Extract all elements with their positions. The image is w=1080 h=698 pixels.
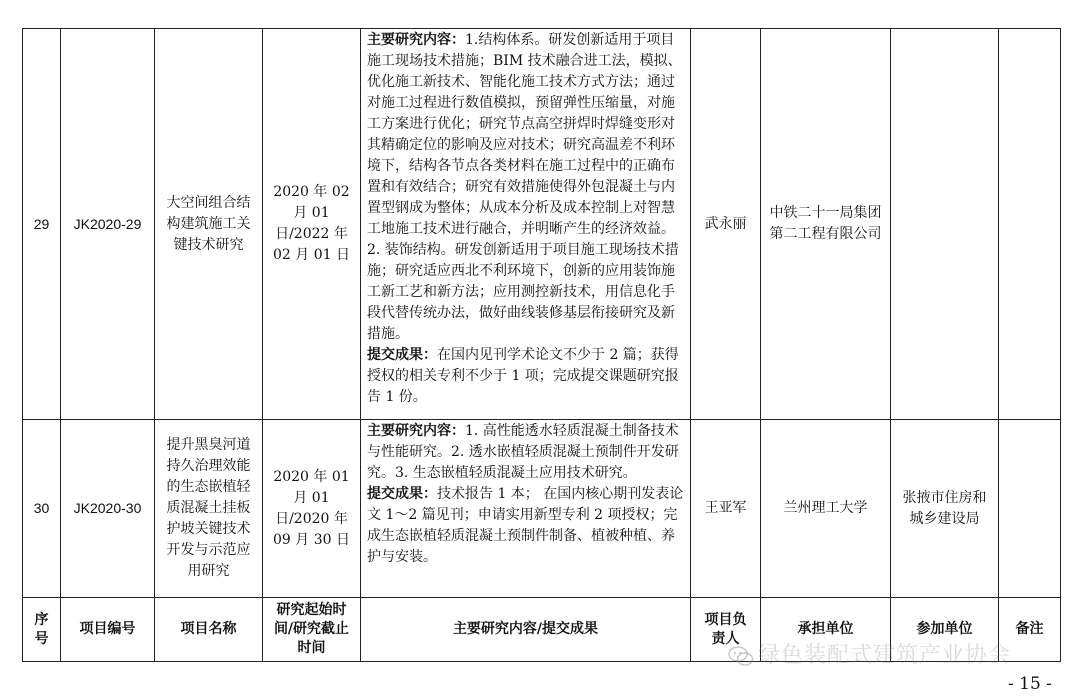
content-label: 主要研究内容：: [367, 32, 465, 48]
watermark: [728, 638, 1011, 669]
row-seq: 30: [23, 420, 61, 598]
header-content: 主要研究内容/提交成果: [361, 598, 691, 662]
content-text: 1.结构体系。研发创新适用于项目施工现场技术措施；BIM 技术融合进工法，模拟、优化施工新技术、智能化施工技术方式方法；通过对施工过程进行数值模拟，预留弹性压缩量，对施工方案进行优化；研究节点高空拼焊时焊缝变形对其精确定位的影响及应对技术；研究高温差不利环境下，结构各节点各类材料在施工过程中的正确布置和有效结合；研究有效措施使得外包混凝土与内置型钢成为整体；从成本分析及成本控制上对智慧工地施工技术进行融合，并明晰产生的经济效益。2. 装饰结构。研发创新适用于项目施工现场技术措施；研究适应西北不利环境下，创新的应用装饰施工新工艺和新方法；应用测控新技术，用信息化手段代替传统办法，做好曲线装修基层衔接研究及新措施。: [367, 32, 682, 342]
row-project-name: 提升黑臭河道持久治理效能的生态嵌植轻质混凝土挂板护坡关键技术开发与示范应用研究: [155, 420, 263, 598]
table-row: [23, 29, 1061, 420]
row-note: [999, 29, 1061, 420]
watermark-text: 绿色装配式建筑产业协会: [758, 643, 1012, 668]
row-content: [361, 29, 691, 420]
row-content: [361, 420, 691, 598]
row-period: 2020 年 02 月 01 日/2022 年 02 月 01 日: [263, 29, 361, 420]
header-leader: 项目负责人: [691, 598, 761, 662]
result-label: 提交成果：: [367, 347, 437, 363]
header-period: 研究起始时间/研究截止时间: [263, 598, 361, 662]
row-note: [999, 420, 1061, 598]
header-note: 备注: [999, 598, 1061, 662]
row-seq: 29: [23, 29, 61, 420]
page-number: - 15 -: [1008, 674, 1052, 694]
content-text: 1. 高性能透水轻质混凝土制备技术与性能研究。2. 透水嵌植轻质混凝土预制件开发研究。3. 生态嵌植轻质混凝土应用技术研究。: [367, 423, 679, 481]
table-row: [23, 420, 1061, 598]
row-unit: 兰州理工大学: [761, 420, 891, 598]
row-project-name: 大空间组合结构建筑施工关键技术研究: [155, 29, 263, 420]
row-leader: 武永丽: [691, 29, 761, 420]
content-label: 主要研究内容：: [367, 423, 465, 439]
header-seq: 序号: [23, 598, 61, 662]
result-label: 提交成果：: [367, 486, 437, 502]
header-partner: 参加单位: [891, 598, 999, 662]
wechat-logo-icon: [728, 645, 754, 667]
row-period: 2020 年 01 月 01 日/2020 年 09 月 30 日: [263, 420, 361, 598]
row-code: JK2020-30: [61, 420, 155, 598]
result-text: 技术报告 1 本； 在国内核心期刊发表论文 1～2 篇见刊；申请实用新型专利 2 项授权；完成生态嵌植轻质混凝土预制件制备、植被种植、养护与安装。: [367, 486, 684, 565]
header-name: 项目名称: [155, 598, 263, 662]
row-code: JK2020-29: [61, 29, 155, 420]
row-leader: 王亚军: [691, 420, 761, 598]
result-text: 在国内见刊学术论文不少于 2 篇；获得授权的相关专利不少于 1 项；完成提交课题研究报告 1 份。: [367, 347, 679, 405]
row-unit: 中铁二十一局集团第二工程有限公司: [761, 29, 891, 420]
row-partner: [891, 29, 999, 420]
header-code: 项目编号: [61, 598, 155, 662]
row-partner: 张掖市住房和城乡建设局: [891, 420, 999, 598]
project-table: [22, 28, 1061, 662]
header-unit: 承担单位: [761, 598, 891, 662]
